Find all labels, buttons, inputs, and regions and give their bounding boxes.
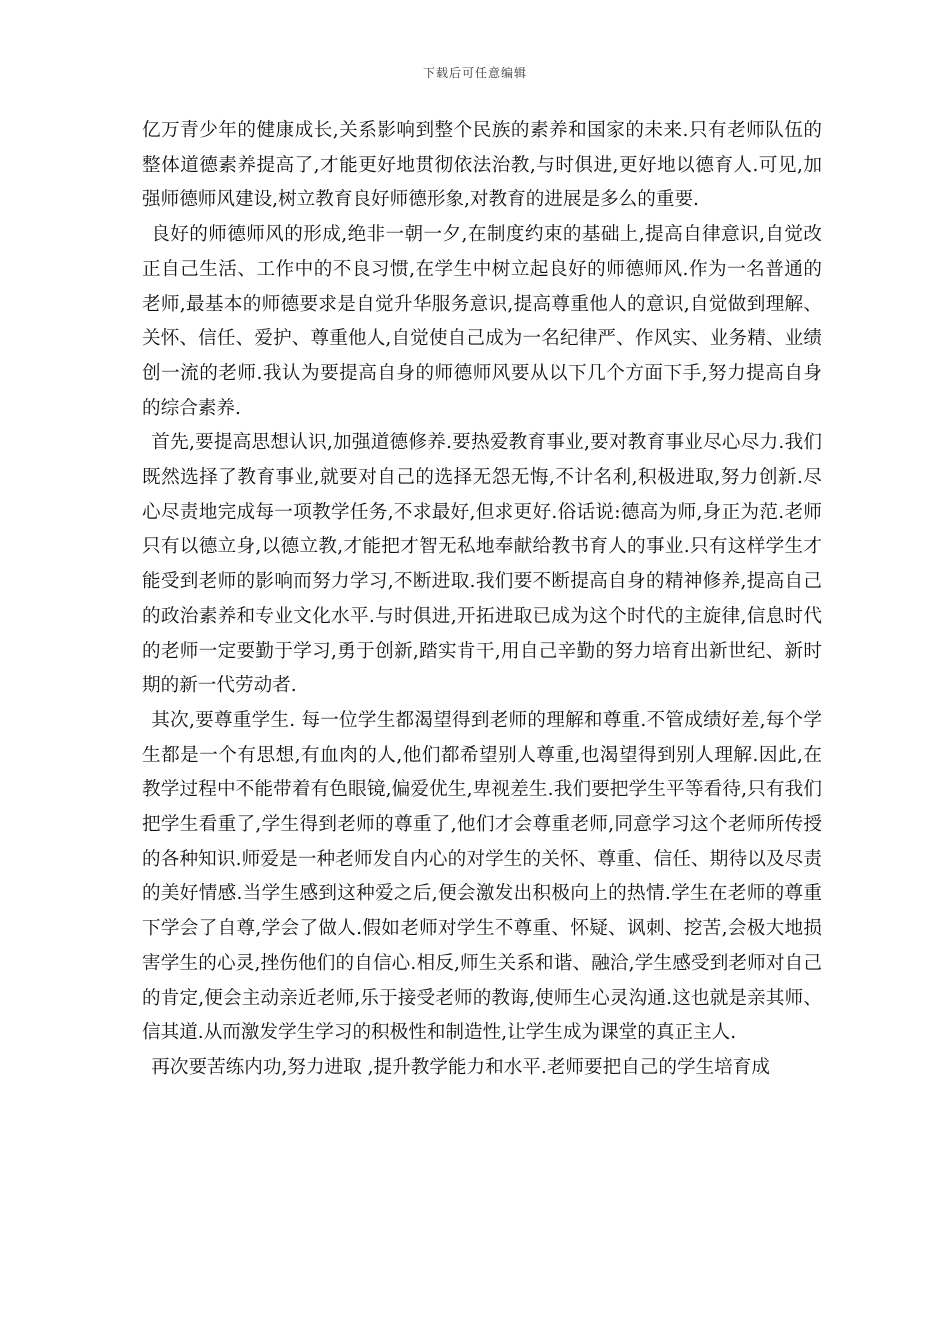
paragraph-1: 亿万青少年的健康成长,关系影响到整个民族的素养和国家的未来.只有老师队伍的整体道德素养提高了,才能更好地贯彻依法治教,与时俱进,更好地以德育人.可见,加强师德师风建设,树立教育良好师德形象,对教育的进展是多么的重要. <box>142 120 822 211</box>
paragraph-5: 再次要苦练内功,努力进取 ,提升教学能力和水平.老师要把自己的学生培育成 <box>151 1056 770 1078</box>
paragraph-4: 其次,要尊重学生. 每一位学生都渴望得到老师的理解和尊重.不管成绩好差,每个学生都是一个有思想,有血肉的人,他们都希望别人尊重,也渴望得到别人理解.因此,在教学过程中不能带着有色眼镜,偏爱优生,卑视差生.我们要把学生平等看待,只有我们把学生看重了,学生得到老师的尊重了,他们才会尊重老师,同意学习这个老师所传授的各种知识.师爱是一种老师发自内心的对学生的关怀、尊重、信任、期待以及尽责的美好情感.当学生感到这种爱之后,便会激发出积极向上的热情.学生在老师的尊重下学会了自尊,学会了做人.假如老师对学生不尊重、怀疑、讽刺、挖苦,会极大地损害学生的心灵,挫伤他们的自信心.相反,师生关系和谐、融洽,学生感受到老师对自己的肯定,便会主动亲近老师,乐于接受老师的教诲,使师生心灵沟通.这也就是亲其师、信其道.从而激发学生学习的积极性和制造性,让学生成为课堂的真正主人. <box>142 709 822 1044</box>
paragraph-3: 首先,要提高思想认识,加强道德修养.要热爱教育事业,要对教育事业尽心尽力.我们既然选择了教育事业,就要对自己的选择无怨无悔,不计名利,积极进取,努力创新.尽心尽责地完成每一项教学任务,不求最好,但求更好.俗话说:德高为师,身正为范.老师只有以德立身,以德立教,才能把才智无私地奉献给教书育人的事业.只有这样学生才能受到老师的影响而努力学习,不断进取.我们要不断提高自身的精神修养,提高自己的政治素养和专业文化水平.与时俱进,开拓进取已成为这个时代的主旋律,信息时代的老师一定要勤于学习,勇于创新,踏实肯干,用自己辛勤的努力培育出新世纪、新时期的新一代劳动者. <box>142 432 822 697</box>
document-body <box>142 114 822 1086</box>
paragraph-2: 良好的师德师风的形成,绝非一朝一夕,在制度约束的基础上,提高自律意识,自觉改正自己生活、工作中的不良习惯,在学生中树立起良好的师德师风.作为一名普通的老师,最基本的师德要求是自觉升华服务意识,提高尊重他人的意识,自觉做到理解、关怀、信任、爱护、尊重他人,自觉使自己成为一名纪律严、作风实、业务精、业绩创一流的老师.我认为要提高自身的师德师风要从以下几个方面下手,努力提高自身的综合素养. <box>142 224 822 419</box>
page-header: 下载后可任意编辑 <box>422 66 527 80</box>
